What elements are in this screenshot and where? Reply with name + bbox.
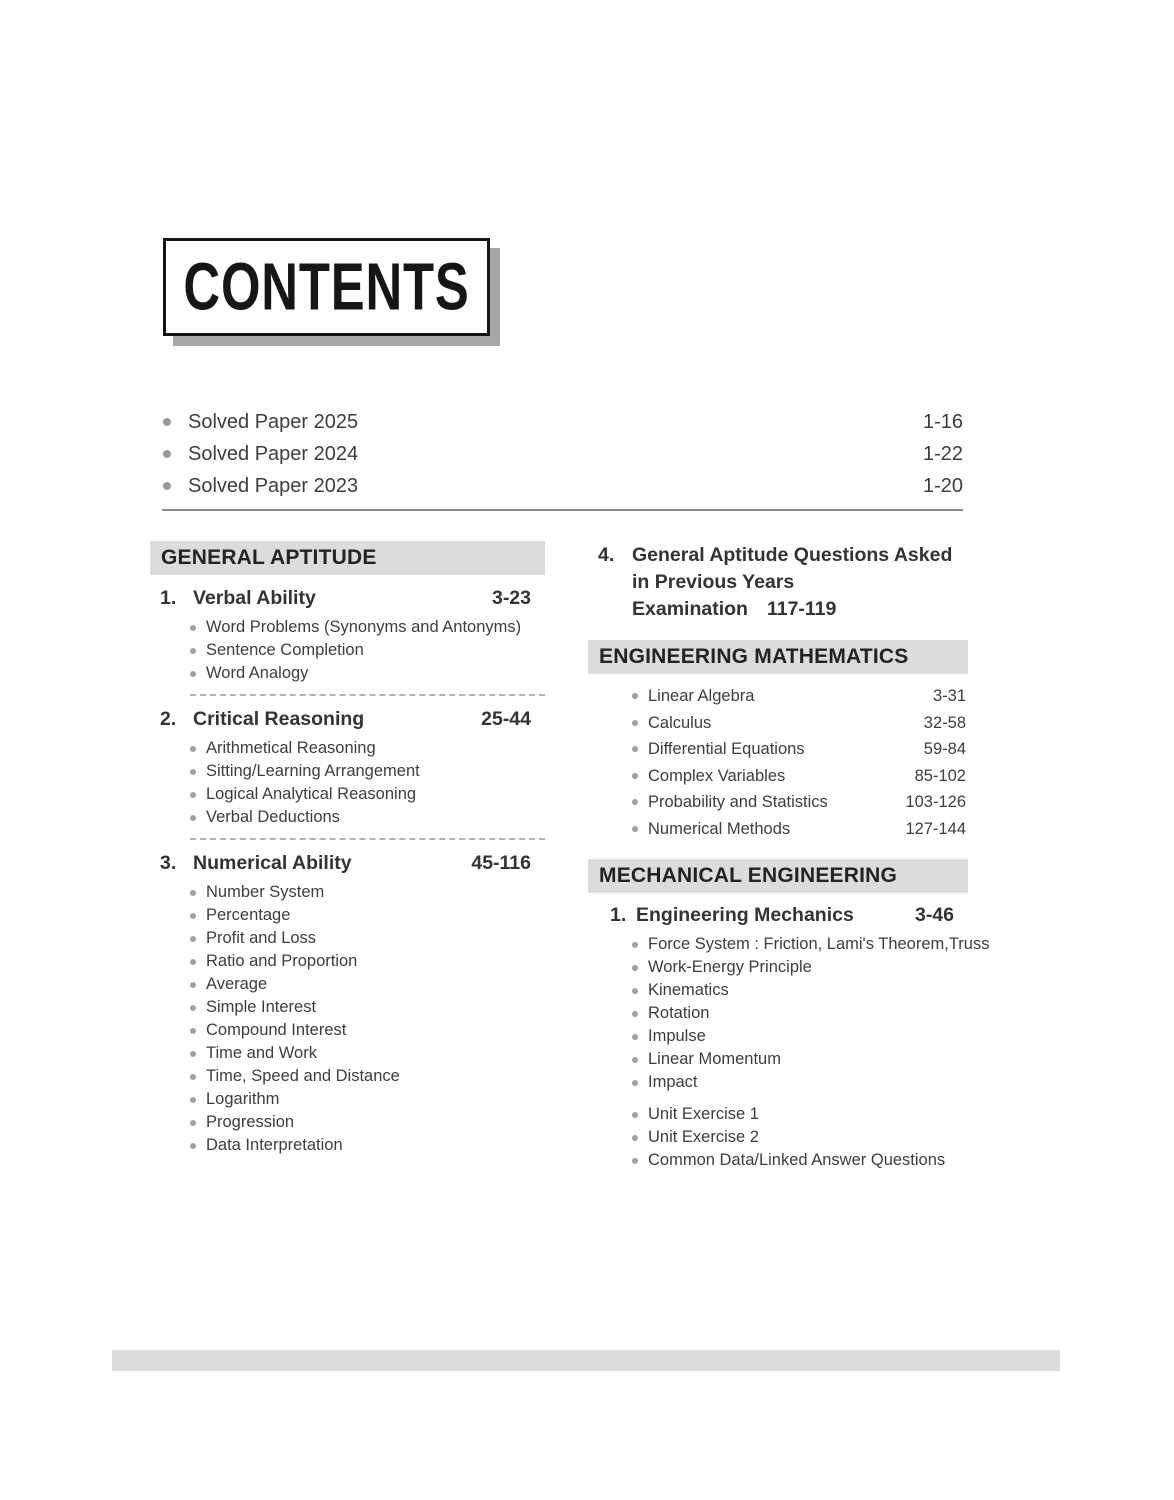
chapter-block — [150, 706, 545, 840]
topic-label: Kinematics — [648, 981, 729, 999]
divider — [162, 509, 963, 511]
chapter-entry — [150, 706, 545, 732]
chapter-number: 3. — [160, 852, 177, 874]
chapter-entry — [588, 542, 968, 623]
topic-label: Percentage — [206, 906, 291, 924]
topic-label: Impulse — [648, 1027, 706, 1045]
topic-item — [632, 979, 968, 1002]
toc-entry-label: Solved Paper 2025 — [188, 411, 359, 433]
bullet-icon — [190, 625, 196, 631]
topic-label: Unit Exercise 1 — [648, 1105, 759, 1123]
toc-entry-pages: 1-22 — [922, 443, 963, 465]
topic-item — [632, 1025, 968, 1048]
bullet-icon — [632, 826, 638, 832]
section-header-engineering-mathematics: ENGINEERING MATHEMATICS — [588, 640, 968, 674]
topic-label: Time, Speed and Distance — [206, 1067, 400, 1085]
bullet-icon — [632, 1080, 638, 1086]
topic-label: Calculus — [648, 713, 712, 732]
bullet-icon — [190, 1074, 196, 1080]
topic-list — [150, 881, 545, 1157]
bullet-icon — [163, 482, 171, 490]
chapter-pages: 45-116 — [471, 852, 531, 874]
topic-label: Average — [206, 975, 268, 993]
section-block-mechanical-engineering — [588, 859, 990, 1172]
bullet-icon — [190, 792, 196, 798]
topic-item — [190, 927, 545, 950]
topic-item — [190, 904, 545, 927]
topic-item — [190, 1134, 545, 1157]
bullet-icon — [190, 1097, 196, 1103]
chapter-number: 1. — [610, 904, 627, 926]
bullet-icon — [632, 1011, 638, 1017]
bullet-icon — [163, 450, 171, 458]
topic-item — [190, 996, 545, 1019]
chapter-title: Numerical Ability — [193, 852, 352, 874]
topic-item — [632, 1103, 968, 1126]
topic-label: Impact — [648, 1073, 698, 1091]
page-title: CONTENTS — [183, 249, 470, 325]
chapter-pages: 3-46 — [914, 904, 954, 926]
topic-label: Rotation — [648, 1004, 710, 1022]
chapter-title — [632, 542, 968, 623]
topic-item — [632, 1071, 968, 1094]
bullet-icon — [190, 1028, 196, 1034]
topic-label: Time and Work — [206, 1044, 317, 1062]
topic-label: Number System — [206, 883, 325, 901]
chapter-pages: 3-23 — [491, 587, 531, 609]
chapter-block — [150, 850, 545, 1157]
topic-pages: 103-126 — [905, 793, 966, 811]
section-header-general-aptitude: GENERAL APTITUDE — [150, 541, 545, 575]
bullet-icon — [190, 1120, 196, 1126]
bullet-icon — [632, 799, 638, 805]
topic-item — [190, 806, 545, 829]
topic-label: Simple Interest — [206, 998, 317, 1016]
topic-item — [632, 763, 968, 790]
chapter-title: Critical Reasoning — [193, 708, 365, 730]
topic-pages: 32-58 — [923, 713, 966, 732]
bullet-icon — [632, 1135, 638, 1141]
right-column — [588, 541, 990, 1172]
bullet-icon — [190, 769, 196, 775]
left-column — [150, 541, 545, 1157]
bullet-icon — [190, 648, 196, 654]
topic-list — [150, 616, 545, 685]
topic-list — [150, 737, 545, 829]
bullet-icon — [632, 1034, 638, 1040]
bullet-icon — [632, 693, 638, 699]
list-item — [163, 406, 963, 438]
bullet-icon — [190, 1051, 196, 1057]
topic-label: Differential Equations — [648, 740, 805, 758]
topic-label: Sentence Completion — [206, 641, 364, 659]
topic-label: Work-Energy Principle — [648, 958, 812, 976]
toc-entry-label: Solved Paper 2024 — [188, 443, 359, 465]
topic-item — [190, 950, 545, 973]
bullet-icon — [632, 965, 638, 971]
topic-label: Unit Exercise 2 — [648, 1128, 759, 1146]
chapter-entry — [588, 902, 968, 928]
topic-pages: 3-31 — [932, 687, 966, 705]
topic-item — [190, 737, 545, 760]
topic-item — [632, 1002, 968, 1025]
bullet-icon — [190, 746, 196, 752]
chapter-number: 2. — [160, 708, 177, 730]
topic-label: Verbal Deductions — [206, 808, 340, 826]
topic-item — [190, 760, 545, 783]
section-header-mechanical-engineering: MECHANICAL ENGINEERING — [588, 859, 968, 893]
topic-label: Progression — [206, 1113, 295, 1131]
topic-label: Profit and Loss — [206, 929, 317, 947]
topic-label: Ratio and Proportion — [206, 952, 358, 970]
chapter-entry — [150, 585, 545, 611]
bullet-icon — [190, 1143, 196, 1149]
topic-item — [190, 1042, 545, 1065]
topic-item — [190, 1088, 545, 1111]
topic-label: Word Problems (Synonyms and Antonyms) — [206, 618, 522, 636]
chapter-title: Verbal Ability — [193, 587, 316, 609]
topic-item — [632, 736, 968, 763]
chapter-number: 4. — [598, 544, 615, 566]
chapter-block — [150, 585, 545, 696]
topic-item — [632, 789, 968, 816]
exercise-list — [588, 1103, 968, 1172]
topic-label: Complex Variables — [648, 766, 786, 785]
bullet-icon — [190, 890, 196, 896]
toc-entry-pages: 1-20 — [922, 475, 963, 497]
topic-label: Compound Interest — [206, 1021, 347, 1039]
chapter-pages: 117-119 — [766, 598, 837, 620]
topic-pages: 59-84 — [923, 740, 966, 758]
topic-item — [190, 881, 545, 904]
bullet-icon — [163, 418, 171, 426]
topic-item — [190, 783, 545, 806]
topic-label: Numerical Methods — [648, 819, 791, 838]
bullet-icon — [632, 1057, 638, 1063]
chapter-title: Engineering Mechanics — [636, 904, 854, 926]
topic-item — [632, 956, 968, 979]
page-footer-bar — [112, 1350, 1060, 1371]
bullet-icon — [632, 1158, 638, 1164]
section-block-engineering-mathematics — [588, 640, 968, 842]
chapter-title-text: General Aptitude Questions Asked in Previous Years Examination — [632, 544, 953, 620]
topic-label: Logarithm — [206, 1090, 280, 1108]
bullet-icon — [190, 936, 196, 942]
topic-label: Logical Analytical Reasoning — [206, 785, 417, 803]
chapter-pages: 25-44 — [481, 708, 531, 730]
chapter-entry — [150, 850, 545, 876]
topic-item — [632, 1126, 968, 1149]
topic-item — [190, 1019, 545, 1042]
toc-entry-label: Solved Paper 2023 — [188, 475, 359, 497]
list-item — [163, 470, 963, 502]
topic-item — [632, 1048, 968, 1071]
topic-pages: 127-144 — [905, 819, 966, 838]
topic-label: Common Data/Linked Answer Questions — [648, 1151, 946, 1169]
bullet-icon — [632, 942, 638, 948]
bullet-icon — [632, 720, 638, 726]
topic-list — [588, 933, 990, 1094]
topic-item — [632, 683, 968, 710]
topic-item — [190, 662, 545, 685]
bullet-icon — [190, 815, 196, 821]
topic-item — [190, 1065, 545, 1088]
topic-label: Data Interpretation — [206, 1136, 343, 1154]
list-item — [163, 438, 963, 470]
topic-item — [632, 933, 990, 956]
bullet-icon — [632, 773, 638, 779]
topic-label: Probability and Statistics — [648, 793, 828, 811]
topic-item — [190, 973, 545, 996]
divider — [190, 694, 545, 696]
bullet-icon — [190, 671, 196, 677]
divider — [190, 838, 545, 840]
topic-item — [190, 639, 545, 662]
topic-label: Sitting/Learning Arrangement — [206, 762, 420, 780]
topic-label: Arithmetical Reasoning — [206, 739, 376, 757]
topic-label: Linear Algebra — [648, 687, 755, 705]
contents-title-box — [163, 238, 490, 336]
topic-pages: 85-102 — [914, 766, 966, 785]
bullet-icon — [190, 959, 196, 965]
bullet-icon — [632, 1112, 638, 1118]
bullet-icon — [632, 988, 638, 994]
bullet-icon — [632, 746, 638, 752]
bullet-icon — [190, 913, 196, 919]
solved-papers-list — [163, 406, 963, 502]
topic-item — [632, 710, 968, 737]
topic-label: Word Analogy — [206, 664, 309, 682]
topic-item — [632, 1149, 968, 1172]
topic-item — [190, 616, 545, 639]
toc-entry-pages: 1-16 — [922, 411, 963, 433]
bullet-icon — [190, 1005, 196, 1011]
topic-item — [190, 1111, 545, 1134]
chapter-number: 1. — [160, 587, 177, 609]
topic-list — [588, 683, 968, 842]
topic-item — [632, 816, 968, 843]
topic-label: Force System : Friction, Lami's Theorem,Truss — [648, 935, 990, 953]
bullet-icon — [190, 982, 196, 988]
topic-label: Linear Momentum — [648, 1050, 781, 1068]
